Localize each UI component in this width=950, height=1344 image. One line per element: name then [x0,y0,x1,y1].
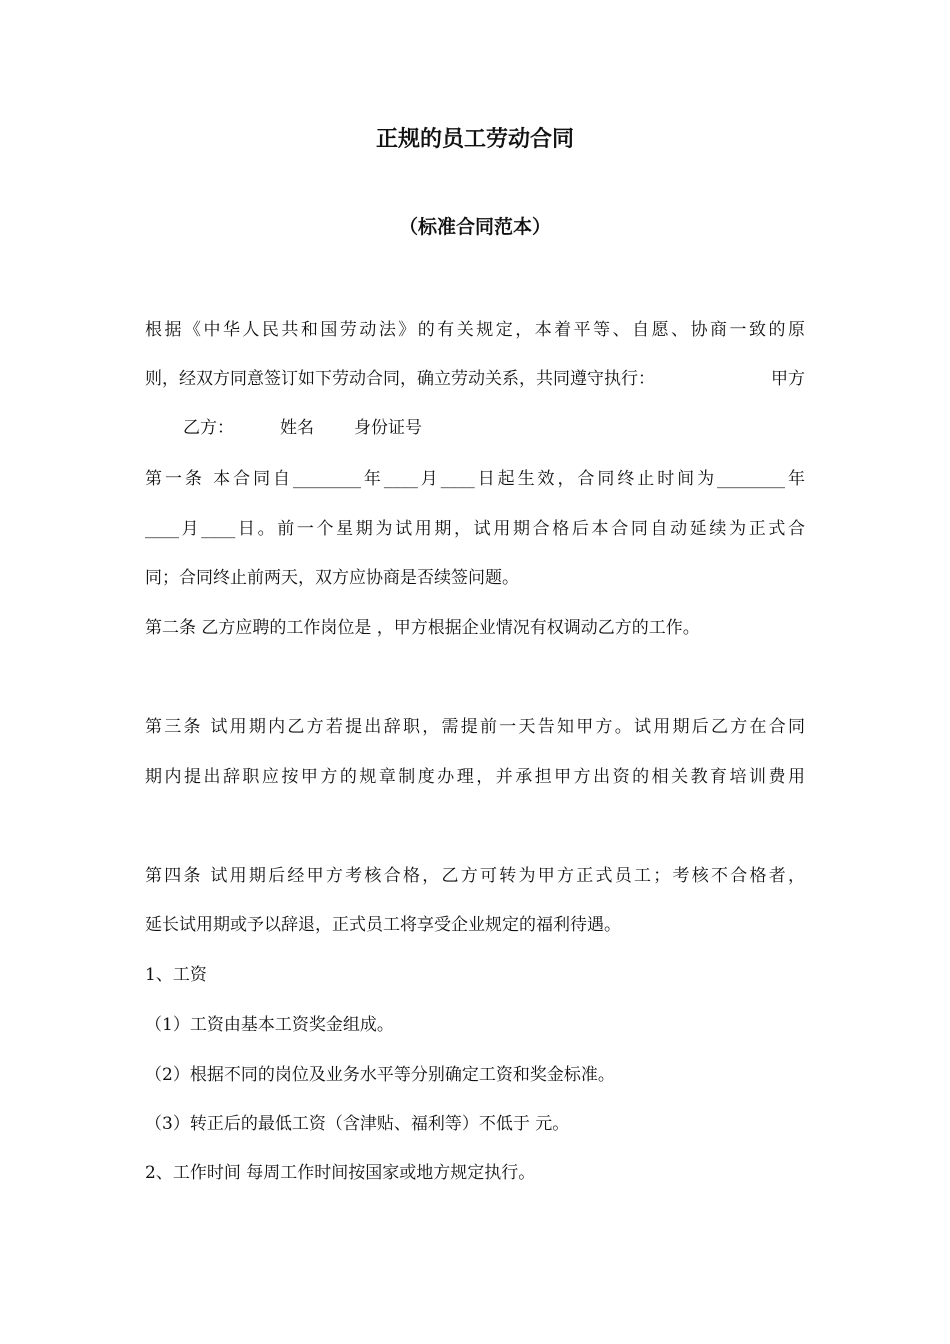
document-subtitle: （标准合同范本） [398,216,551,238]
section-2-heading: 2、工作时间 每周工作时间按国家或地方规定执行。 [145,1163,536,1183]
intro-line-2-text: 则，经双方同意签订如下劳动合同，确立劳动关系，共同遵守执行： [145,369,655,389]
document-title: 正规的员工劳动合同 [375,127,574,152]
section-1-heading: 1、工资 [145,965,207,985]
intro-line-2 [145,367,805,391]
article-1-line-2: ____月____日。前一个星期为试用期，试用期合格后本合同自动延续为正式合 [145,519,805,539]
section-1-item-3: （3）转正后的最低工资（含津贴、福利等）不低于 元。 [145,1114,570,1134]
party-b-line [183,416,843,440]
party-b-id-label: 身份证号 [354,418,422,438]
article-3-line-1: 第三条 试用期内乙方若提出辞职，需提前一天告知甲方。试用期后乙方在合同 [145,717,805,737]
article-1-line-3: 同；合同终止前两天，双方应协商是否续签问题。 [145,568,519,588]
article-2-line-1: 第二条 乙方应聘的工作岗位是 ，甲方根据企业情况有权调动乙方的工作。 [145,618,700,638]
section-1-item-1: （1）工资由基本工资奖金组成。 [145,1015,394,1035]
section-1-item-2: （2）根据不同的岗位及业务水平等分别确定工资和奖金标准。 [145,1065,615,1085]
article-1-line-1: 第一条 本合同自________年____月____日起生效，合同终止时间为________年 [145,469,805,489]
party-a-label: 甲方 [771,369,805,389]
intro-line-1: 根据《中华人民共和国劳动法》的有关规定，本着平等、自愿、协商一致的原 [145,320,805,340]
article-3-line-2: 期内提出辞职应按甲方的规章制度办理，并承担甲方出资的相关教育培训费用 [145,767,805,787]
article-4-line-2: 延长试用期或予以辞退，正式员工将享受企业规定的福利待遇。 [145,915,621,935]
article-4-line-1: 第四条 试用期后经甲方考核合格，乙方可转为甲方正式员工；考核不合格者， [145,866,805,886]
party-b-label: 乙方： [183,418,234,438]
party-b-name-label: 姓名 [280,418,314,438]
